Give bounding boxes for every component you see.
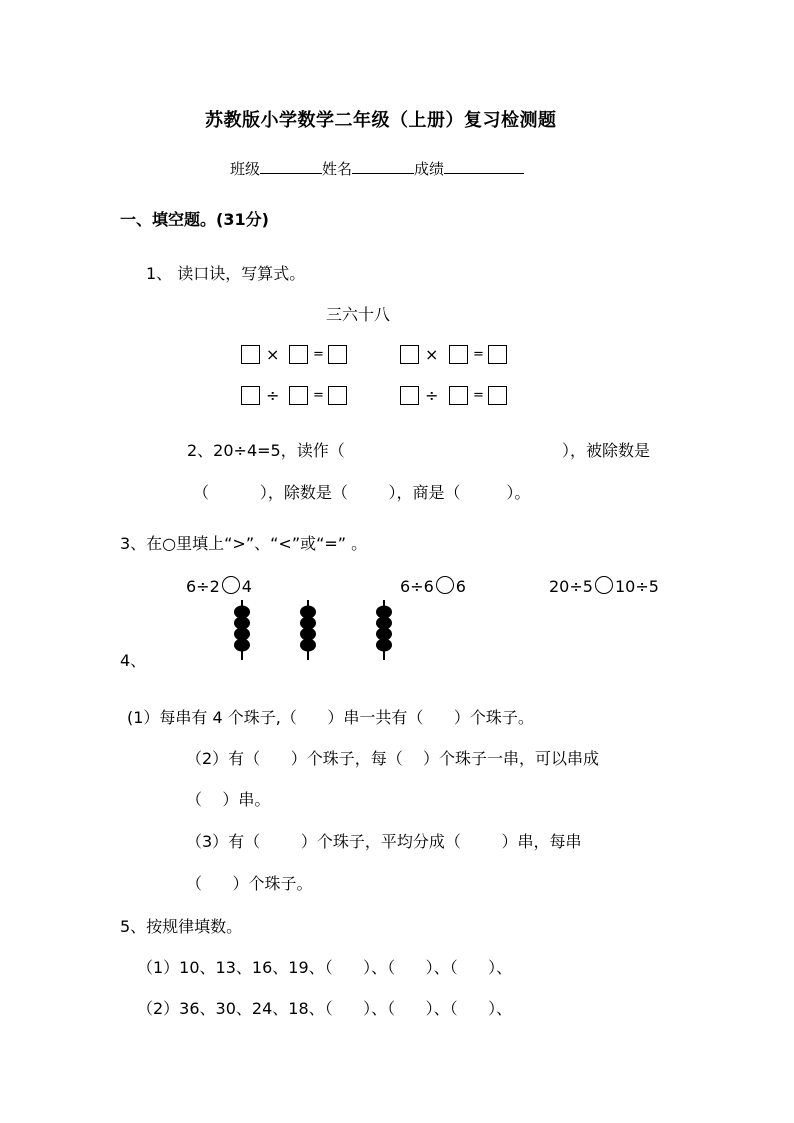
answer-box[interactable] (241, 386, 260, 405)
name-blank[interactable] (352, 159, 414, 174)
q3-item-2-left: 6÷6 (400, 577, 434, 596)
q5-sequence-1: （1）10、13、16、19、（ ）、（ ）、（ ）、 (137, 958, 513, 977)
q2-line2: （ ），除数是（ ），商是（ ）。 (193, 483, 531, 502)
q3-item-3 (549, 576, 659, 596)
q4-sub-2a: （2）有（ ）个珠子，每（ ）个珠子一串，可以串成 (186, 749, 600, 768)
section-heading: 一、填空题。(31分) (120, 210, 269, 229)
times-sign: × (266, 345, 280, 364)
answer-box[interactable] (488, 386, 507, 405)
answer-box[interactable] (328, 345, 347, 364)
page-title: 苏教版小学数学二年级（上册）复习检测题 (205, 110, 557, 131)
answer-box[interactable] (289, 386, 308, 405)
bead-string-icon (300, 600, 316, 660)
q4-sub-2b: （ ）串。 (186, 790, 271, 809)
score-blank[interactable] (444, 159, 524, 174)
divide-sign: ÷ (425, 386, 439, 405)
divide-sign: ÷ (266, 386, 280, 405)
answer-box[interactable] (289, 345, 308, 364)
equals-sign: = (313, 388, 324, 403)
q2-line1-start: 2、20÷4=5，读作（ (187, 441, 345, 460)
student-info-line (230, 158, 524, 179)
q4-sub-3a: （3）有（ ）个珠子，平均分成（ ）串，每串 (186, 832, 582, 851)
bead-strings-illustration (225, 600, 405, 662)
q3-item-2 (400, 576, 466, 596)
equals-sign: = (313, 347, 324, 362)
bead-string-icon (376, 600, 392, 660)
times-sign: × (425, 345, 439, 364)
answer-box[interactable] (241, 345, 260, 364)
class-label: 班级 (230, 160, 261, 178)
class-blank[interactable] (260, 159, 322, 174)
q5-sequence-2: （2）36、30、24、18、（ ）、（ ）、（ ）、 (137, 999, 513, 1018)
q4-sub-3b: （ ）个珠子。 (186, 874, 313, 893)
q5-prompt: 5、按规律填数。 (120, 917, 243, 936)
q1-prompt: 1、 读口诀，写算式。 (146, 264, 306, 283)
q4-sub-1: (1）每串有 4 个珠子,（ ）串一共有（ ）个珠子。 (127, 708, 534, 727)
answer-box[interactable] (449, 386, 468, 405)
q3-item-2-right: 6 (455, 577, 466, 596)
q3-item-1 (186, 576, 252, 596)
bead-string-icon (234, 600, 250, 660)
score-label: 成绩 (414, 160, 445, 178)
q1-rhyme: 三六十八 (326, 305, 391, 324)
compare-circle-icon[interactable] (436, 576, 454, 594)
q3-item-1-left: 6÷2 (186, 577, 220, 596)
q4-label: 4、 (120, 651, 147, 670)
answer-box[interactable] (449, 345, 468, 364)
answer-box[interactable] (488, 345, 507, 364)
q3-prompt: 3、在○里填上“>”、“<”或“=” 。 (120, 534, 368, 553)
equals-sign: = (473, 388, 484, 403)
compare-circle-icon[interactable] (595, 576, 613, 594)
answer-box[interactable] (400, 345, 419, 364)
q3-item-3-left: 20÷5 (549, 577, 593, 596)
compare-circle-icon[interactable] (222, 576, 240, 594)
q3-item-1-right: 4 (241, 577, 252, 596)
name-label: 姓名 (322, 160, 353, 178)
equals-sign: = (473, 347, 484, 362)
q2-line1-end: ），被除数是 (562, 441, 651, 460)
q3-item-3-right: 10÷5 (614, 577, 659, 596)
answer-box[interactable] (328, 386, 347, 405)
answer-box[interactable] (400, 386, 419, 405)
